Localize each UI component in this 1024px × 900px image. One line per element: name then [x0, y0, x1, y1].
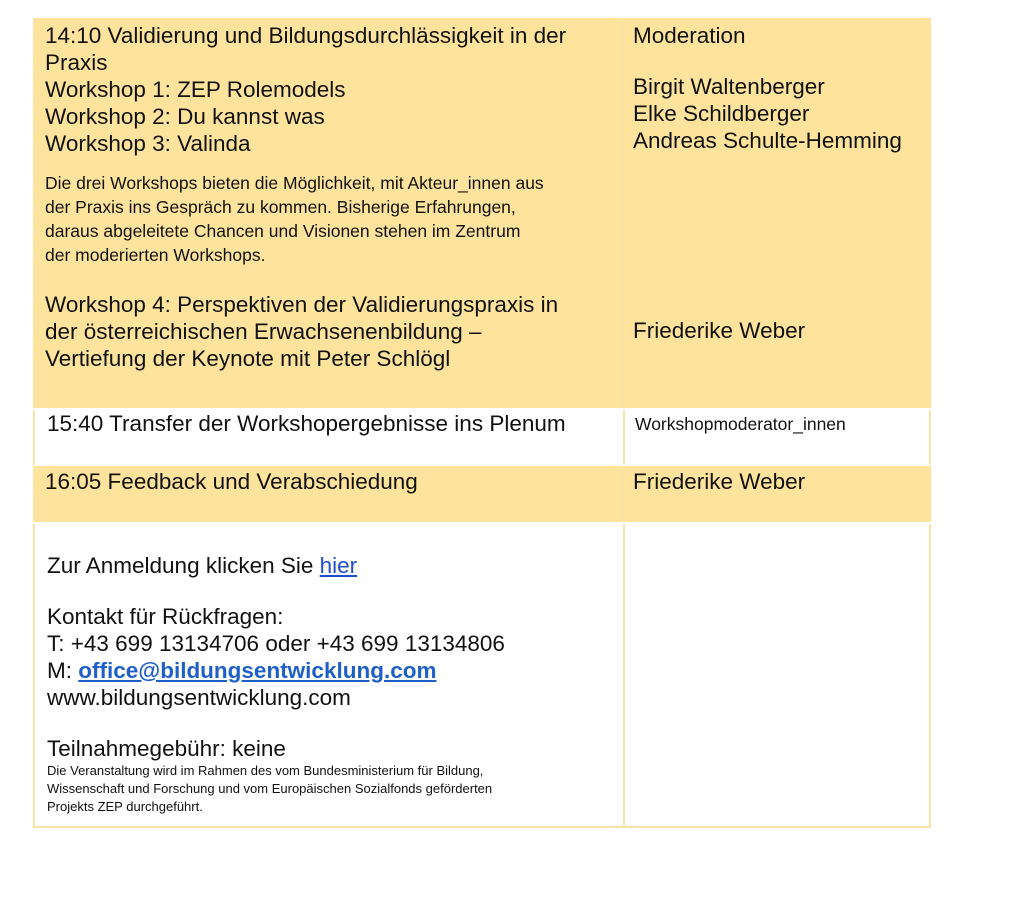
moderator-name: Friederike Weber: [633, 469, 806, 494]
description-line: der moderierten Workshops.: [45, 245, 266, 265]
workshop4-title-line: Vertiefung der Keynote mit Peter Schlögl: [45, 346, 451, 371]
description-line: daraus abgeleitete Chancen und Visionen stehen im Zentrum: [45, 221, 521, 241]
fee-line: Teilnahmegebühr: keine: [47, 736, 286, 761]
funding-note: Projekts ZEP durchgeführt.: [47, 799, 203, 814]
workshop-item: Workshop 2: Du kannst was: [45, 104, 325, 129]
session-row-feedback: [33, 466, 931, 524]
session-title: 15:40 Transfer der Workshopergebnisse ins Plenum: [47, 411, 566, 436]
email-link[interactable]: office@bildungsentwicklung.com: [78, 658, 437, 683]
info-row: [33, 524, 931, 828]
phone-numbers: T: +43 699 13134706 oder +43 699 13134806: [47, 631, 505, 656]
description-line: der Praxis ins Gespräch zu kommen. Bisherige Erfahrungen,: [45, 197, 516, 217]
moderation-cell: [623, 466, 931, 522]
email-prefix: M:: [47, 658, 79, 683]
moderator-name: Workshopmoderator_innen: [635, 414, 846, 434]
description-line: Die drei Workshops bieten die Möglichkeit, mit Akteur_innen aus: [45, 173, 544, 193]
workshop-item: Workshop 1: ZEP Rolemodels: [45, 77, 346, 102]
workshop-item: Workshop 3: Valinda: [45, 131, 251, 156]
workshop4-title: Workshop 4: Perspektiven der Validierungspraxis in: [45, 292, 559, 317]
session-details-cell: [33, 466, 623, 522]
session-row-validierung: [33, 18, 931, 410]
contact-label: Kontakt für Rückfragen:: [47, 604, 284, 629]
funding-note: Die Veranstaltung wird im Rahmen des vom Bundesministerium für Bildung,: [47, 763, 484, 778]
moderation-label: Moderation: [633, 23, 746, 48]
session-title-continued: Praxis: [45, 50, 108, 75]
website: www.bildungsentwicklung.com: [47, 685, 351, 710]
info-cell: [35, 524, 625, 826]
moderator-name: Andreas Schulte-Hemming: [633, 128, 902, 153]
moderator-name: Birgit Waltenberger: [633, 74, 825, 99]
empty-cell: [625, 524, 929, 826]
moderation-cell: [623, 18, 931, 408]
workshop4-title-line: der österreichischen Erwachsenenbildung –: [45, 319, 482, 344]
session-details-cell: [35, 410, 625, 464]
session-row-transfer: [33, 410, 931, 466]
funding-note: Wissenschaft und Forschung und vom Europäischen Sozialfonds geförderten: [47, 781, 493, 796]
moderation-cell: [625, 410, 929, 464]
program-table: [33, 18, 931, 828]
session-title: 14:10 Validierung und Bildungsdurchlässigkeit in der: [45, 23, 567, 48]
registration-line: [47, 552, 615, 579]
registration-text: Zur Anmeldung klicken Sie: [47, 553, 320, 578]
workshop4-moderator: Friederike Weber: [633, 318, 806, 343]
session-details-cell: [33, 18, 623, 408]
email-line: [47, 657, 615, 684]
moderator-name: Elke Schildberger: [633, 101, 810, 126]
session-title: 16:05 Feedback und Verabschiedung: [45, 469, 418, 494]
registration-link[interactable]: hier: [319, 553, 358, 578]
